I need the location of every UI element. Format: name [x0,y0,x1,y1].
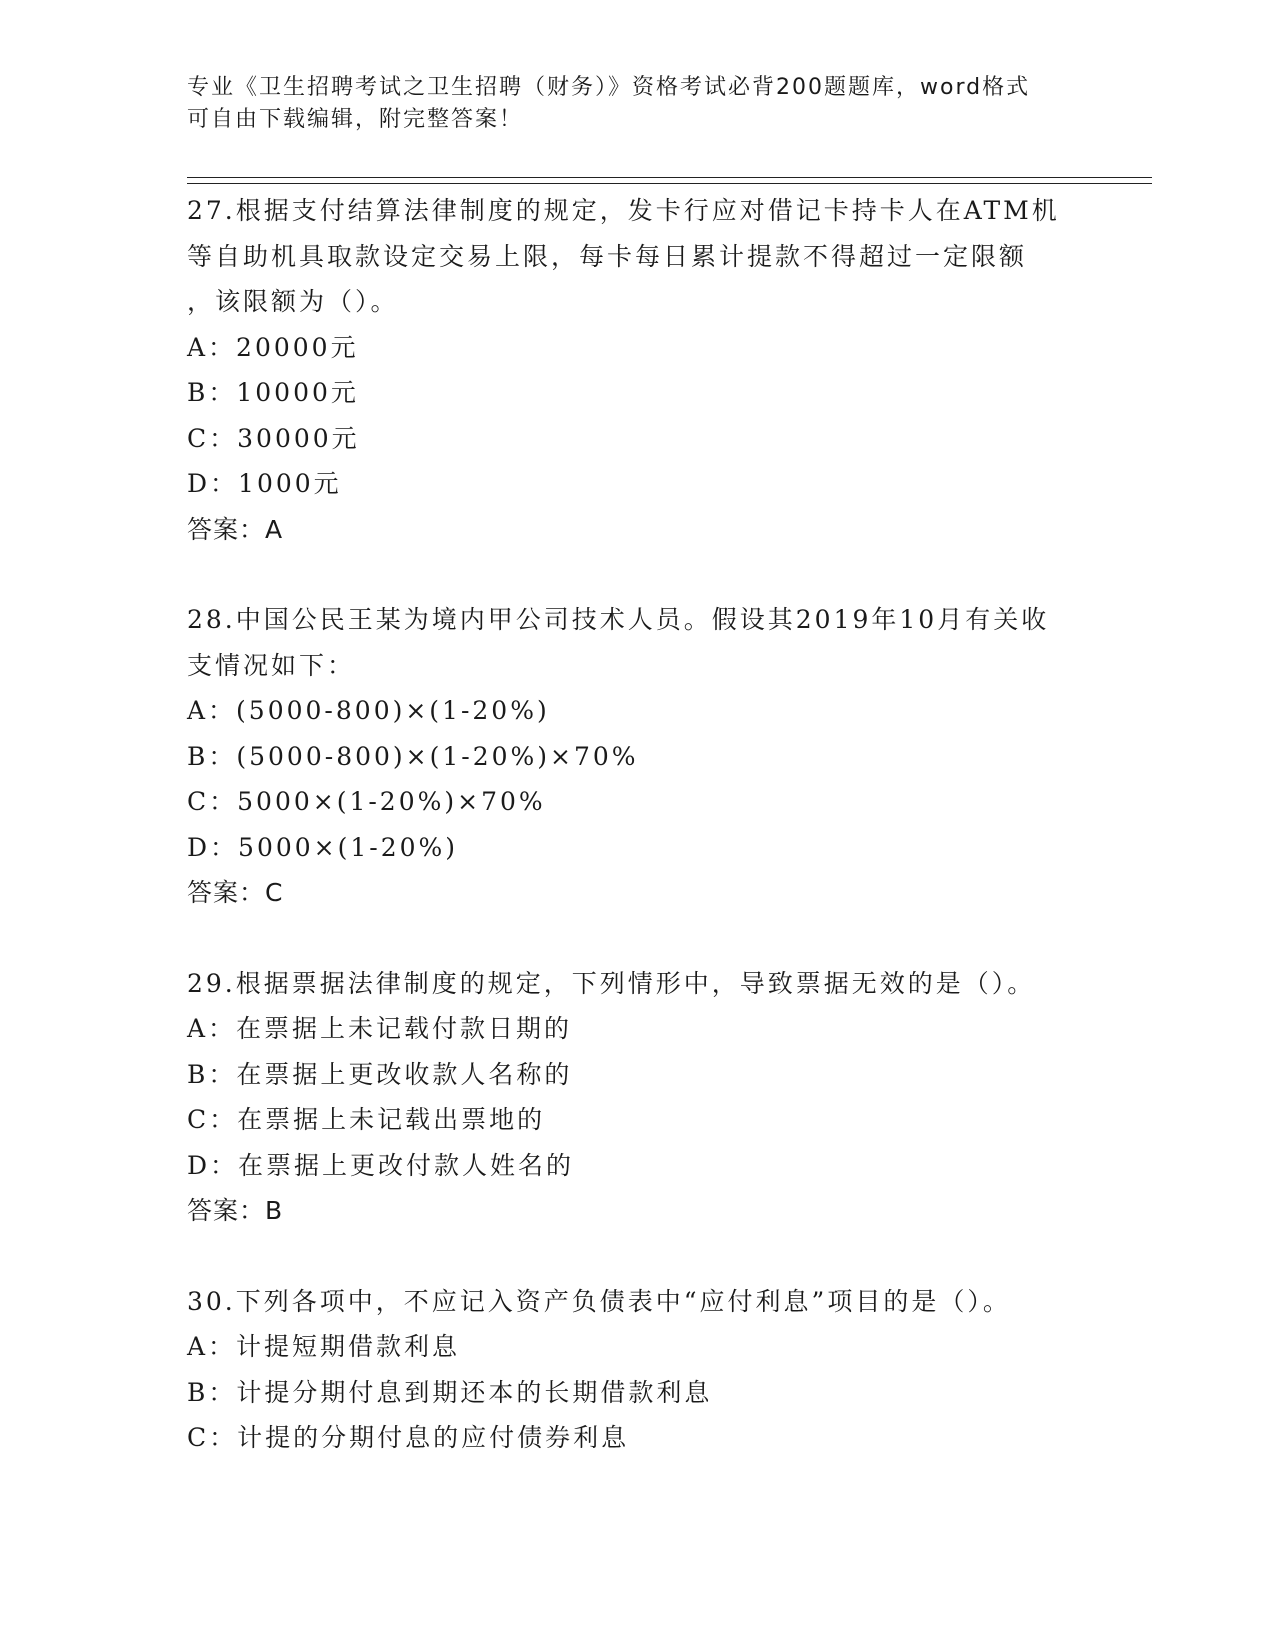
answer-line: 答案：C [187,878,284,907]
question-29 [187,961,1087,1234]
question-stem-line: 28.中国公民王某为境内甲公司技术人员。假设其2019年10月有关收 [187,605,1050,634]
option-a: A：计提短期借款利息 [187,1332,461,1361]
option-b: B：在票据上更改收款人名称的 [187,1059,573,1089]
option-b: B：10000元 [187,378,359,407]
option-b: B：(5000-800)×(1-20%)×70% [187,741,639,771]
option-c: C：5000×(1-20%)×70% [187,787,546,816]
answer-line: 答案：B [187,1196,284,1225]
option-d: D：5000×(1-20%) [187,832,459,862]
question-stem-line: 30.下列各项中，不应记入资产负债表中“应付利息”项目的是（）。 [187,1286,1011,1316]
question-stem-line: 29.根据票据法律制度的规定，下列情形中，导致票据无效的是（）。 [187,968,1036,998]
question-list [187,188,1087,1461]
header-rule-top [187,177,1152,178]
option-a: A：20000元 [187,332,359,362]
option-b: B：计提分期付息到期还本的长期借款利息 [187,1377,713,1407]
question-stem-line: 等自助机具取款设定交易上限，每卡每日累计提款不得超过一定限额 [187,241,1028,271]
header-line-1: 专业《卫生招聘考试之卫生招聘（财务）》资格考试必背200题题库，word格式 [187,75,1031,100]
answer-line: 答案：A [187,514,284,544]
question-27 [187,188,1087,552]
option-a: A：(5000-800)×(1-20%) [187,696,550,725]
question-30 [187,1279,1087,1461]
option-c: C：计提的分期付息的应付债券利息 [187,1423,630,1452]
header-rule-bottom [187,183,1152,184]
document-header [187,72,1067,136]
question-stem-line: 支情况如下： [187,650,356,680]
option-d: D：在票据上更改付款人姓名的 [187,1150,575,1180]
option-c: C：30000元 [187,423,360,453]
option-c: C：在票据上未记载出票地的 [187,1105,546,1134]
option-a: A：在票据上未记载付款日期的 [187,1014,573,1043]
question-28 [187,597,1087,916]
option-d: D：1000元 [187,469,342,498]
header-line-2: 可自由下载编辑，附完整答案！ [187,107,524,132]
question-stem-line: ，该限额为（）。 [187,287,399,316]
question-stem-line: 27.根据支付结算法律制度的规定，发卡行应对借记卡持卡人在ATM机 [187,196,1060,225]
